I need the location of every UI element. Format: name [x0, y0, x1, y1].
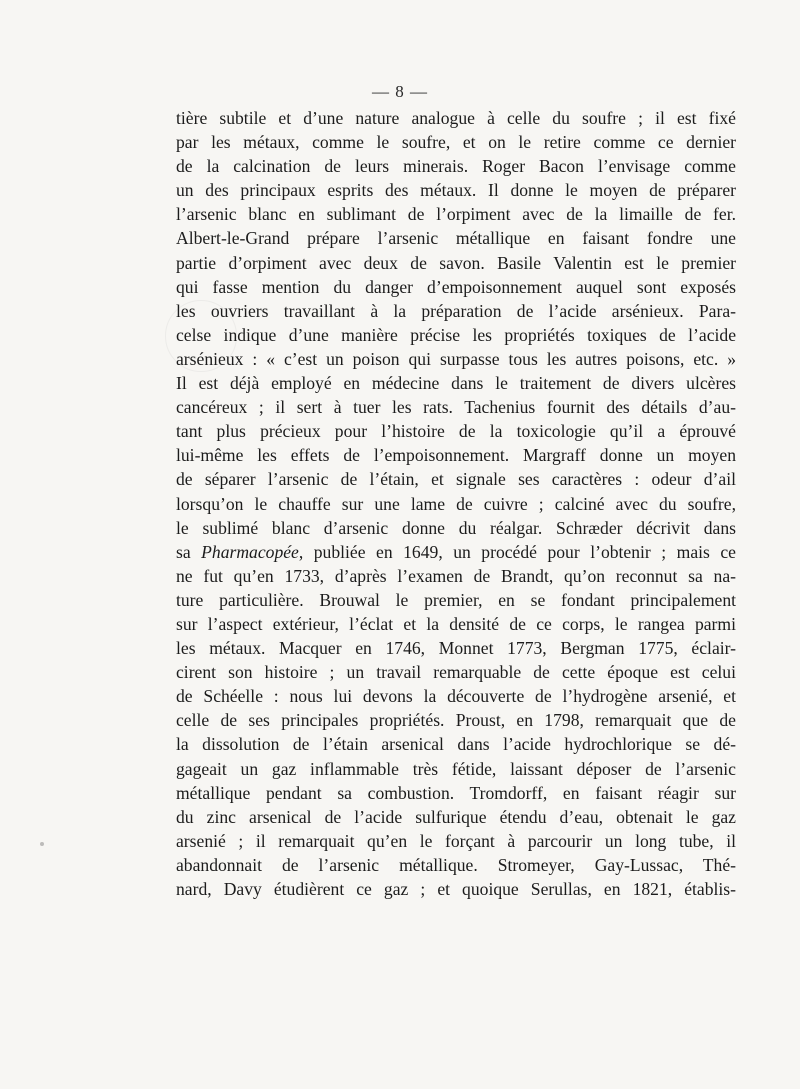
- text-line: arsénieux : « c’est un poison qui surpasse tous les autres poisons, etc. »: [176, 348, 736, 369]
- text-line: lorsqu’on le chauffe sur une lame de cuivre ; calciné avec du soufre,: [176, 493, 736, 514]
- text-line: du zinc arsenical de l’acide sulfurique étendu d’eau, obtenait le gaz: [176, 806, 736, 827]
- text-line: celle de ses principales propriétés. Proust, en 1798, remarquait que de: [176, 710, 736, 731]
- text-line: Albert-le-Grand prépare l’arsenic métallique en faisant fondre une: [176, 228, 736, 249]
- text-line: partie d’orpiment avec deux de savon. Basile Valentin est le premier: [176, 252, 736, 273]
- text-line: nard, Davy étudièrent ce gaz ; et quoique Serullas, en 1821, établis-: [176, 879, 736, 899]
- text-line: de Schéelle : nous lui devons la découverte de l’hydrogène arsenié, et: [176, 686, 736, 707]
- text-line: le sublimé blanc d’arsenic donne du réalgar. Schræder décrivit dans: [176, 517, 736, 538]
- text-line: les métaux. Macquer en 1746, Monnet 1773, Bergman 1775, éclair-: [176, 638, 736, 659]
- text-line: tière subtile et d’une nature analogue à celle du soufre ; il est fixé: [176, 108, 736, 128]
- text-line-with-italic: [176, 540, 736, 564]
- text-line: l’arsenic blanc en sublimant de l’orpiment avec de la limaille de fer.: [176, 204, 736, 225]
- page-number: — 8 —: [372, 82, 428, 101]
- body-text: [176, 106, 736, 901]
- text-line: qui fasse mention du danger d’empoisonnement auquel sont exposés: [176, 276, 736, 297]
- text-fragment: sa: [176, 541, 202, 562]
- text-line: de séparer l’arsenic de l’étain, et signale ses caractères : odeur d’ail: [176, 469, 736, 490]
- text-line: arsenié ; il remarquait qu’en le forçant à parcourir un long tube, il: [176, 830, 736, 851]
- text-line: ture particulière. Brouwal le premier, en se fondant principalement: [176, 589, 736, 610]
- text-line: par les métaux, comme le soufre, et on le retire comme ce dernier: [176, 132, 736, 153]
- text-line: métallique pendant sa combustion. Tromdorff, en faisant réagir sur: [176, 782, 736, 803]
- text-line: la dissolution de l’étain arsenical dans l’acide hydrochlorique se dé-: [176, 734, 736, 755]
- text-line: tant plus précieux pour l’histoire de la toxicologie qu’il a éprouvé: [176, 421, 736, 442]
- margin-ink-spot: [40, 842, 44, 846]
- text-line: celse indique d’une manière précise les propriétés toxiques de l’acide: [176, 324, 736, 345]
- text-line: ne fut qu’en 1733, d’après l’examen de Brandt, qu’on reconnut sa na-: [176, 565, 736, 586]
- text-line: cirent son histoire ; un travail remarquable de cette époque est celui: [176, 662, 736, 683]
- text-line: un des principaux esprits des métaux. Il donne le moyen de préparer: [176, 180, 736, 201]
- text-line: sur l’aspect extérieur, l’éclat et la densité de ce corps, le rangea parmi: [176, 613, 736, 634]
- text-fragment: , publiée en 1649, un procédé pour l’obtenir ; mais ce: [298, 541, 736, 562]
- text-line: abandonnait de l’arsenic métallique. Stromeyer, Gay-Lussac, Thé-: [176, 854, 736, 875]
- text-line: lui-même les effets de l’empoisonnement. Margraff donne un moyen: [176, 445, 736, 466]
- italic-title: Pharmacopée: [201, 541, 299, 562]
- text-line: Il est déjà employé en médecine dans le traitement de divers ulcères: [176, 373, 736, 394]
- text-line: les ouvriers travaillant à la préparation de l’acide arsénieux. Para-: [176, 300, 736, 321]
- text-line: gageait un gaz inflammable très fétide, laissant déposer de l’arsenic: [176, 758, 736, 779]
- text-line: cancéreux ; il sert à tuer les rats. Tachenius fournit des détails d’au-: [176, 397, 736, 418]
- text-line: de la calcination de leurs minerais. Roger Bacon l’envisage comme: [176, 156, 736, 177]
